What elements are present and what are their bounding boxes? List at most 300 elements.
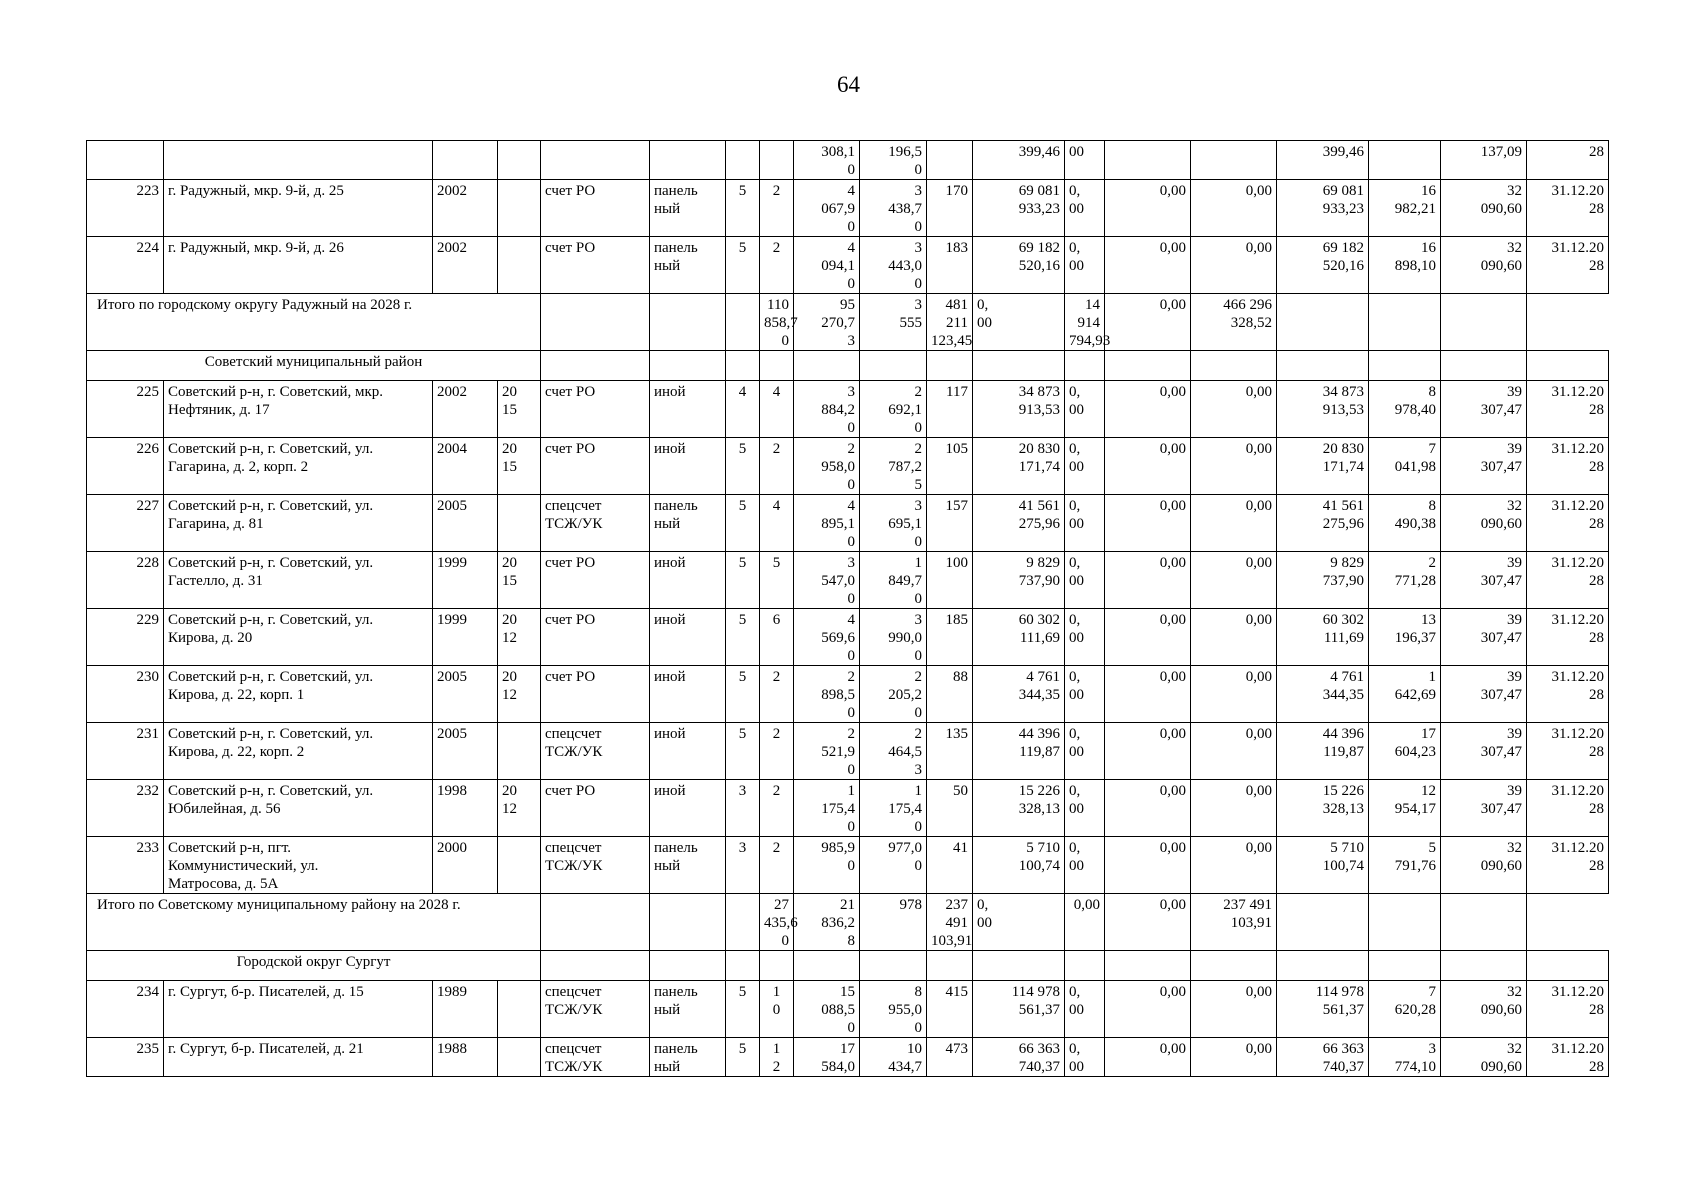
table-cell: 21 836,2 8 (794, 894, 860, 951)
table-cell: 233 (87, 837, 164, 894)
table-cell (498, 141, 541, 180)
table-cell: счет РО (541, 237, 650, 294)
table-cell: 41 561 275,96 (973, 495, 1065, 552)
table-cell: 14 914 794,93 (1065, 294, 1105, 351)
section-title: Советский муниципальный район (87, 351, 541, 381)
table-cell: 232 (87, 780, 164, 837)
table-cell: 0, 00 (1065, 552, 1105, 609)
table-cell (650, 951, 726, 981)
table-cell: 41 561 275,96 (1277, 495, 1369, 552)
table-cell: 0,00 (1105, 438, 1191, 495)
table-cell (541, 294, 650, 351)
table-cell (498, 1038, 541, 1077)
table-cell: 0,00 (1105, 609, 1191, 666)
table-cell: Советский р-н, г. Советский, ул. Кирова, д. 20 (164, 609, 433, 666)
table-cell: спецсчет ТСЖ/УК (541, 723, 650, 780)
table-cell: Советский р-н, пгт. Коммунистический, ул. Матросова, д. 5А (164, 837, 433, 894)
table-cell: 196,5 0 (860, 141, 927, 180)
table-cell (1105, 951, 1191, 981)
table-cell (650, 894, 726, 951)
table-cell: 0, 00 (1065, 723, 1105, 780)
table-cell (973, 951, 1065, 981)
table-cell: 41 (927, 837, 973, 894)
table-cell: 31.12.20 28 (1527, 237, 1609, 294)
table-cell: Советский р-н, г. Советский, ул. Гагарина, д. 2, корп. 2 (164, 438, 433, 495)
table-cell: 0,00 (1191, 180, 1277, 237)
table-cell: спецсчет ТСЖ/УК (541, 1038, 650, 1077)
table-cell: 31.12.20 28 (1527, 1038, 1609, 1077)
table-cell: 32 090,60 (1441, 495, 1527, 552)
table-cell (1191, 351, 1277, 381)
table-cell: 0,00 (1105, 552, 1191, 609)
table-cell: счет РО (541, 180, 650, 237)
table-cell: 2 464,5 3 (860, 723, 927, 780)
section-title: Городской округ Сургут (87, 951, 541, 981)
table-cell: 15 226 328,13 (1277, 780, 1369, 837)
table-row (87, 780, 1609, 837)
table-cell: счет РО (541, 552, 650, 609)
table-cell: счет РО (541, 438, 650, 495)
table-cell: 0,00 (1191, 723, 1277, 780)
table-cell: 3 695,1 0 (860, 495, 927, 552)
table-cell: 4 094,1 0 (794, 237, 860, 294)
table-cell: 137,09 (1441, 141, 1527, 180)
table-cell: 114 978 561,37 (1277, 981, 1369, 1038)
table-cell: 44 396 119,87 (1277, 723, 1369, 780)
table-cell (760, 141, 794, 180)
table-cell: 399,46 (973, 141, 1065, 180)
table-cell: 31.12.20 28 (1527, 981, 1609, 1038)
table-cell (860, 351, 927, 381)
table-cell: 60 302 111,69 (973, 609, 1065, 666)
table-cell (1441, 894, 1527, 951)
table-row (87, 1038, 1609, 1077)
table-cell: 3 547,0 0 (794, 552, 860, 609)
table-cell: панель ный (650, 1038, 726, 1077)
table-cell: 2002 (433, 381, 498, 438)
table-cell: 0, 00 (1065, 237, 1105, 294)
table-cell: 0,00 (1105, 495, 1191, 552)
table-cell: 69 182 520,16 (1277, 237, 1369, 294)
table-cell: 39 307,47 (1441, 609, 1527, 666)
table-cell (87, 141, 164, 180)
table-cell: 20 12 (498, 609, 541, 666)
table-cell: 170 (927, 180, 973, 237)
table-cell: 4 569,6 0 (794, 609, 860, 666)
table-cell: 6 (760, 609, 794, 666)
table-cell: 0,00 (1105, 780, 1191, 837)
table-cell: 34 873 913,53 (973, 381, 1065, 438)
table-cell: 117 (927, 381, 973, 438)
table-row (87, 495, 1609, 552)
table-cell: 3 774,10 (1369, 1038, 1441, 1077)
table-cell: 2 (760, 180, 794, 237)
total-row (87, 294, 1609, 351)
table-cell: 1988 (433, 1038, 498, 1077)
table-cell: иной (650, 381, 726, 438)
table-cell: счет РО (541, 609, 650, 666)
table-cell: 0,00 (1191, 438, 1277, 495)
table-cell: 5 (726, 180, 760, 237)
table-cell (1065, 951, 1105, 981)
table-cell: 0,00 (1191, 495, 1277, 552)
table-cell (726, 351, 760, 381)
table-cell: иной (650, 666, 726, 723)
table-cell: 00 (1065, 141, 1105, 180)
table-cell: иной (650, 552, 726, 609)
table-cell: 2 771,28 (1369, 552, 1441, 609)
table-cell: 5 710 100,74 (1277, 837, 1369, 894)
table-row (87, 837, 1609, 894)
table-cell: 225 (87, 381, 164, 438)
table-cell: 2002 (433, 180, 498, 237)
table-cell (1277, 894, 1369, 951)
table-cell: 466 296 328,52 (1191, 294, 1277, 351)
table-cell (1369, 951, 1441, 981)
table-cell: 0, 00 (1065, 495, 1105, 552)
table-cell: 17 584,0 (794, 1038, 860, 1077)
table-cell: 2002 (433, 237, 498, 294)
table-cell: 39 307,47 (1441, 666, 1527, 723)
table-cell: 1 849,7 0 (860, 552, 927, 609)
table-cell: 32 090,60 (1441, 1038, 1527, 1077)
table-cell: 114 978 561,37 (973, 981, 1065, 1038)
table-cell: 31.12.20 28 (1527, 837, 1609, 894)
table-cell (726, 294, 760, 351)
table-cell: 226 (87, 438, 164, 495)
table-cell: 0,00 (1065, 894, 1105, 951)
table-cell: 95 270,7 3 (794, 294, 860, 351)
table-cell: г. Сургут, б-р. Писателей, д. 15 (164, 981, 433, 1038)
table-cell: 8 978,40 (1369, 381, 1441, 438)
table-cell (498, 723, 541, 780)
table-cell (860, 951, 927, 981)
table-cell: 135 (927, 723, 973, 780)
table-cell: 10 434,7 (860, 1038, 927, 1077)
table-cell: 1999 (433, 609, 498, 666)
table-cell (973, 351, 1065, 381)
table-cell: 31.12.20 28 (1527, 180, 1609, 237)
table-cell: 9 829 737,90 (1277, 552, 1369, 609)
table-cell: 8 955,0 0 (860, 981, 927, 1038)
table-cell: 12 954,17 (1369, 780, 1441, 837)
table-cell (1277, 294, 1369, 351)
table-cell: 0,00 (1191, 237, 1277, 294)
table-cell (498, 837, 541, 894)
table-cell: 0, 00 (1065, 609, 1105, 666)
table-cell: 100 (927, 552, 973, 609)
table-cell: 0,00 (1191, 981, 1277, 1038)
table-cell: 2 205,2 0 (860, 666, 927, 723)
table-cell: 4 (760, 381, 794, 438)
table-cell: Советский р-н, г. Советский, мкр. Нефтяник, д. 17 (164, 381, 433, 438)
table-cell: 2 (760, 780, 794, 837)
table-cell (541, 351, 650, 381)
table-cell: 4 (760, 495, 794, 552)
table-cell: 32 090,60 (1441, 180, 1527, 237)
table-cell: 0,00 (1105, 723, 1191, 780)
table-cell: 0, 00 (1065, 1038, 1105, 1077)
table-cell: 235 (87, 1038, 164, 1077)
table-cell: 31.12.20 28 (1527, 438, 1609, 495)
table-cell: 0,00 (1105, 837, 1191, 894)
table-cell: 5 (726, 666, 760, 723)
table-cell: 20 15 (498, 552, 541, 609)
table-cell: 3 555 (860, 294, 927, 351)
table-cell: 2 787,2 5 (860, 438, 927, 495)
table-cell: 0, 00 (973, 894, 1065, 951)
table-cell: 2 (760, 723, 794, 780)
table-cell: панель ный (650, 837, 726, 894)
table-cell: счет РО (541, 780, 650, 837)
table-cell (1277, 951, 1369, 981)
table-cell: 0, 00 (1065, 381, 1105, 438)
table-row (87, 981, 1609, 1038)
table-cell: 32 090,60 (1441, 837, 1527, 894)
table-cell: 5 791,76 (1369, 837, 1441, 894)
table-cell: 20 15 (498, 381, 541, 438)
table-cell: 4 895,1 0 (794, 495, 860, 552)
table-cell: 0, 00 (1065, 666, 1105, 723)
table-cell: 7 620,28 (1369, 981, 1441, 1038)
table-cell: г. Радужный, мкр. 9-й, д. 26 (164, 237, 433, 294)
table-cell: 1998 (433, 780, 498, 837)
table-cell: 3 (726, 837, 760, 894)
table-cell: 39 307,47 (1441, 438, 1527, 495)
table-cell: 0, 00 (1065, 981, 1105, 1038)
table-cell: 3 990,0 0 (860, 609, 927, 666)
table-cell: 237 491 103,91 (1191, 894, 1277, 951)
table-cell: 230 (87, 666, 164, 723)
table-cell: 88 (927, 666, 973, 723)
table-row (87, 609, 1609, 666)
table-cell: 5 (726, 723, 760, 780)
table-cell (1527, 951, 1609, 981)
table-cell: 20 15 (498, 438, 541, 495)
total-row (87, 894, 1609, 951)
table-cell: 39 307,47 (1441, 381, 1527, 438)
table-cell: 985,9 0 (794, 837, 860, 894)
table-cell: 50 (927, 780, 973, 837)
table-cell (726, 894, 760, 951)
table-cell (164, 141, 433, 180)
table-cell: 105 (927, 438, 973, 495)
table-cell: 978 (860, 894, 927, 951)
table-cell: 0,00 (1105, 294, 1191, 351)
table-cell: 110 858,7 0 (760, 294, 794, 351)
table-cell: 69 182 520,16 (973, 237, 1065, 294)
table-cell: 183 (927, 237, 973, 294)
table-cell (1369, 141, 1441, 180)
table-cell: Советский р-н, г. Советский, ул. Юбилейная, д. 56 (164, 780, 433, 837)
table-cell: 1 175,4 0 (794, 780, 860, 837)
table-cell: 5 (726, 1038, 760, 1077)
table-cell: 308,1 0 (794, 141, 860, 180)
table-cell: 20 12 (498, 780, 541, 837)
table-row (87, 237, 1609, 294)
table-cell: счет РО (541, 381, 650, 438)
page-number: 64 (837, 72, 860, 97)
section-header-row (87, 951, 1609, 981)
table-row (87, 438, 1609, 495)
table-cell: 223 (87, 180, 164, 237)
table-cell: 2 692,1 0 (860, 381, 927, 438)
table-cell: 39 307,47 (1441, 780, 1527, 837)
table-cell: 5 (726, 981, 760, 1038)
table-cell: 977,0 0 (860, 837, 927, 894)
table-cell: счет РО (541, 666, 650, 723)
table-cell (498, 180, 541, 237)
table-cell: 5 (726, 237, 760, 294)
table-cell: 39 307,47 (1441, 723, 1527, 780)
table-cell (1441, 951, 1527, 981)
table-cell: 2004 (433, 438, 498, 495)
table-cell: 0,00 (1105, 1038, 1191, 1077)
table-cell: 31.12.20 28 (1527, 666, 1609, 723)
table-cell: 3 (726, 780, 760, 837)
table-cell: 2 898,5 0 (794, 666, 860, 723)
table-cell: 5 710 100,74 (973, 837, 1065, 894)
table-cell: Советский р-н, г. Советский, ул. Гастелло, д. 31 (164, 552, 433, 609)
table-cell: 2005 (433, 723, 498, 780)
table-cell: Советский р-н, г. Советский, ул. Кирова, д. 22, корп. 2 (164, 723, 433, 780)
housing-register-table (86, 140, 1609, 1077)
table-cell: спецсчет ТСЖ/УК (541, 495, 650, 552)
table-cell (794, 951, 860, 981)
table-cell: панель ный (650, 981, 726, 1038)
table-cell (1369, 894, 1441, 951)
table-cell (726, 951, 760, 981)
table-cell: иной (650, 780, 726, 837)
table-cell: 0,00 (1105, 381, 1191, 438)
table-row (87, 666, 1609, 723)
table-cell: 44 396 119,87 (973, 723, 1065, 780)
table-cell: 69 081 933,23 (973, 180, 1065, 237)
table-cell (1369, 351, 1441, 381)
table-cell (1277, 351, 1369, 381)
table-cell: 227 (87, 495, 164, 552)
table-cell: 2 (760, 837, 794, 894)
table-cell (541, 141, 650, 180)
table-cell (498, 495, 541, 552)
table-cell: 3 438,7 0 (860, 180, 927, 237)
table-cell: 20 830 171,74 (973, 438, 1065, 495)
table-cell: 1989 (433, 981, 498, 1038)
table-cell: 27 435,6 0 (760, 894, 794, 951)
table-cell: 0,00 (1105, 981, 1191, 1038)
table-cell: 224 (87, 237, 164, 294)
table-cell: 31.12.20 28 (1527, 495, 1609, 552)
table-cell: 0,00 (1105, 180, 1191, 237)
table-cell (1105, 351, 1191, 381)
table-cell: 4 761 344,35 (973, 666, 1065, 723)
table-cell: 31.12.20 28 (1527, 552, 1609, 609)
table-cell (1441, 294, 1527, 351)
table-cell: иной (650, 438, 726, 495)
table-cell: 31.12.20 28 (1527, 723, 1609, 780)
table-cell: 0, 00 (973, 294, 1065, 351)
table-cell: 32 090,60 (1441, 981, 1527, 1038)
table-cell: Советский р-н, г. Советский, ул. Гагарина, д. 81 (164, 495, 433, 552)
table-cell: 15 226 328,13 (973, 780, 1065, 837)
table-cell: 399,46 (1277, 141, 1369, 180)
table-cell: 157 (927, 495, 973, 552)
section-header-row (87, 351, 1609, 381)
table-cell: 31.12.20 28 (1527, 609, 1609, 666)
table-cell: 2005 (433, 666, 498, 723)
table-cell: 234 (87, 981, 164, 1038)
table-cell: спецсчет ТСЖ/УК (541, 837, 650, 894)
table-cell (760, 351, 794, 381)
table-cell: 0,00 (1191, 609, 1277, 666)
table-cell (650, 294, 726, 351)
table-cell: 185 (927, 609, 973, 666)
table-cell: 5 (726, 609, 760, 666)
table-cell: 31.12.20 28 (1527, 780, 1609, 837)
table-cell: Советский р-н, г. Советский, ул. Кирова, д. 22, корп. 1 (164, 666, 433, 723)
table-cell: 31.12.20 28 (1527, 381, 1609, 438)
table-cell: 228 (87, 552, 164, 609)
table-cell (650, 351, 726, 381)
table-cell: 20 12 (498, 666, 541, 723)
table-cell: 69 081 933,23 (1277, 180, 1369, 237)
table-cell: 2 (760, 237, 794, 294)
table-cell (1441, 351, 1527, 381)
table-cell: спецсчет ТСЖ/УК (541, 981, 650, 1038)
table-cell: 66 363 740,37 (973, 1038, 1065, 1077)
table-cell: 481 211 123,45 (927, 294, 973, 351)
table-cell (927, 351, 973, 381)
table-cell: 0,00 (1191, 1038, 1277, 1077)
table-cell: 7 041,98 (1369, 438, 1441, 495)
table-cell: 0,00 (1191, 837, 1277, 894)
table-cell: 2 (760, 666, 794, 723)
table-row (87, 381, 1609, 438)
table-cell (1105, 141, 1191, 180)
table-cell: 2 958,0 0 (794, 438, 860, 495)
table-cell: 1 642,69 (1369, 666, 1441, 723)
table-cell: 1999 (433, 552, 498, 609)
table-cell: 415 (927, 981, 973, 1038)
table-cell: 39 307,47 (1441, 552, 1527, 609)
table-cell: г. Сургут, б-р. Писателей, д. 21 (164, 1038, 433, 1077)
table-cell (794, 351, 860, 381)
table-cell: 5 (760, 552, 794, 609)
total-label: Итого по городскому округу Радужный на 2028 г. (87, 294, 541, 351)
table-cell: 0,00 (1105, 894, 1191, 951)
table-cell: 0,00 (1105, 237, 1191, 294)
table-cell: 66 363 740,37 (1277, 1038, 1369, 1077)
table-cell: 60 302 111,69 (1277, 609, 1369, 666)
table-cell: 2000 (433, 837, 498, 894)
table-cell: 0,00 (1105, 666, 1191, 723)
table-cell: 1 175,4 0 (860, 780, 927, 837)
table-cell: 2005 (433, 495, 498, 552)
table-cell: 5 (726, 495, 760, 552)
table-cell (541, 951, 650, 981)
table-cell: 0,00 (1191, 780, 1277, 837)
table-cell (1527, 351, 1609, 381)
table-row (87, 552, 1609, 609)
table-cell (760, 951, 794, 981)
table-cell (433, 141, 498, 180)
total-label: Итого по Советскому муниципальному району на 2028 г. (87, 894, 541, 951)
table-cell: 0, 00 (1065, 438, 1105, 495)
table-cell: 20 830 171,74 (1277, 438, 1369, 495)
table-cell (541, 894, 650, 951)
table-cell: 3 443,0 0 (860, 237, 927, 294)
table-cell: 32 090,60 (1441, 237, 1527, 294)
